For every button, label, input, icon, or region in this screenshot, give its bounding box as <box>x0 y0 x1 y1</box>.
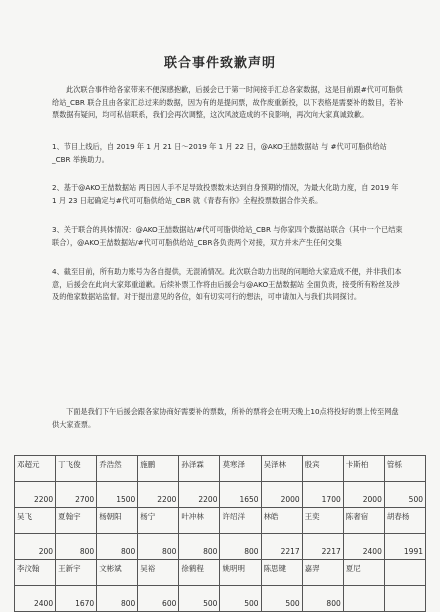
table-cell-name: 吴泽林 <box>261 456 302 482</box>
table-cell-value: 800 <box>97 534 138 560</box>
table-cell-value: 2000 <box>343 482 384 508</box>
table-cell-value: 2200 <box>138 482 179 508</box>
intro-paragraph: 此次联合事件给各家带来不便深感抱歉，后援会已于第一时间接手汇总各家数据，这是目前跟#代可可脂供给站_CBR 联合且由各家汇总过来的数据，因为有的是提问票，故作废重新投，以下表格是需要补的数目，若补票数据有疑问，均可私信联系，我们会再次调整，这次风波造成的不良影响，再次向大家真诚致歉。 <box>52 85 404 120</box>
table-cell-value: 2400 <box>343 534 384 560</box>
table-cell-value: 1670 <box>56 586 97 612</box>
table-cell-value <box>384 586 425 612</box>
table-cell-name: 王新宇 <box>56 560 97 586</box>
table-cell-name: 乔浩然 <box>97 456 138 482</box>
table-cell-name: 丁飞俊 <box>56 456 97 482</box>
table-cell-value: 500 <box>220 586 261 612</box>
table-cell-value: 800 <box>138 534 179 560</box>
table-cell-value: 800 <box>56 534 97 560</box>
table-cell-value: 2217 <box>261 534 302 560</box>
table-cell-value: 1700 <box>302 482 343 508</box>
table-cell-value: 200 <box>15 534 56 560</box>
table-cell-value: 800 <box>97 586 138 612</box>
point-2: 2、基于@AKO王喆数据站 两日因人手不足导致投票数未达到自身预期的情况，为最大化助力度，自 2019 年 1 月 23 日起确定与#代可可脂供给站_CBR 就《青春有你》全程投票数据合作关系。 <box>52 183 399 205</box>
table-cell-name: 文彬斌 <box>97 560 138 586</box>
table-cell-value: 1500 <box>97 482 138 508</box>
table-cell-value <box>343 586 384 612</box>
table-cell-value: 800 <box>179 534 220 560</box>
table-cell-value: 500 <box>261 586 302 612</box>
table-cell-name: 吴裕 <box>138 560 179 586</box>
table-cell-value: 600 <box>138 586 179 612</box>
table-cell-name: 施鹏 <box>138 456 179 482</box>
point-4: 4、截至目前，所有助力账号为各自提供，无混淆情况。此次联合助力出现的问题给大家造成不便，并非我们本意，后援会在此向大家郑重道歉。后续补票工作将由后援会与@AKO王喆数据站 全面负责，接受所有粉丝及涉及的他家数据站监督。对于提出意见的各位，如有切实可行的想法，可申请加入与我们共同探讨。 <box>52 267 402 302</box>
table-cell-name: 孙泽霖 <box>179 456 220 482</box>
table-row-values <box>15 482 426 508</box>
table-cell-name: 杨宁 <box>138 508 179 534</box>
document-title: 联合事件致歉声明 <box>163 56 276 71</box>
vote-table <box>14 455 426 612</box>
table-cell-value: 2200 <box>15 482 56 508</box>
table-cell-name: 夏尼 <box>343 560 384 586</box>
table-row-names <box>15 456 426 482</box>
table-cell-name: 莫寒泽 <box>220 456 261 482</box>
table-cell-name: 管栎 <box>384 456 425 482</box>
table-cell-name: 李汶翰 <box>15 560 56 586</box>
table-cell-name: 王奕 <box>302 508 343 534</box>
table-cell-name: 胡春杨 <box>384 508 425 534</box>
table-cell-name: 邓超元 <box>15 456 56 482</box>
table-cell-value: 1991 <box>384 534 425 560</box>
table-cell-name: 姚明明 <box>220 560 261 586</box>
table-cell-value: 500 <box>384 482 425 508</box>
table-cell-name: 嘉羿 <box>302 560 343 586</box>
table-cell-value: 800 <box>220 534 261 560</box>
table-cell-value: 1650 <box>220 482 261 508</box>
table-cell-name: 叶冲林 <box>179 508 220 534</box>
table-cell-value: 2000 <box>261 482 302 508</box>
table-row-names <box>15 508 426 534</box>
table-cell-value: 800 <box>302 586 343 612</box>
point-3: 3、关于联合的具体情况：@AKO王喆数据站/#代可可脂供给站_CBR 与你家四个数据站联合（其中一个已结束联合），@AKO王喆数据站/#代可可脂供给站_CBR各负责两个对接，双方并未产生任何交集 <box>52 225 403 247</box>
table-cell-name: 许绍洋 <box>220 508 261 534</box>
table-cell-value: 2400 <box>15 586 56 612</box>
table-cell-name: 吴飞 <box>15 508 56 534</box>
table-cell-value: 2200 <box>179 482 220 508</box>
table-row-values <box>15 586 426 612</box>
closing-paragraph: 下面是我们下午后援会跟各家协商好需要补的票数，所补的票将会在明天晚上10点将投好的票上传至网盘供大家查票。 <box>52 407 399 429</box>
table-cell-name: 卡斯柏 <box>343 456 384 482</box>
table-cell-name: 杨朝阳 <box>97 508 138 534</box>
table-cell-value: 2217 <box>302 534 343 560</box>
table-row-values <box>15 534 426 560</box>
table-cell-name: 徐鹤程 <box>179 560 220 586</box>
table-cell-name: 夏翰宇 <box>56 508 97 534</box>
table-cell-name: 陈思键 <box>261 560 302 586</box>
table-cell-name: 殷宾 <box>302 456 343 482</box>
table-cell-name: 林皓 <box>261 508 302 534</box>
table-cell-value: 2700 <box>56 482 97 508</box>
table-cell-name: 陈奢宿 <box>343 508 384 534</box>
table-cell-value: 500 <box>179 586 220 612</box>
point-1: 1、节目上线后，自 2019 年 1 月 21 日～2019 年 1 月 22 日，@AKO王喆数据站 与 #代可可脂供给站_CBR 举换助力。 <box>52 142 387 164</box>
